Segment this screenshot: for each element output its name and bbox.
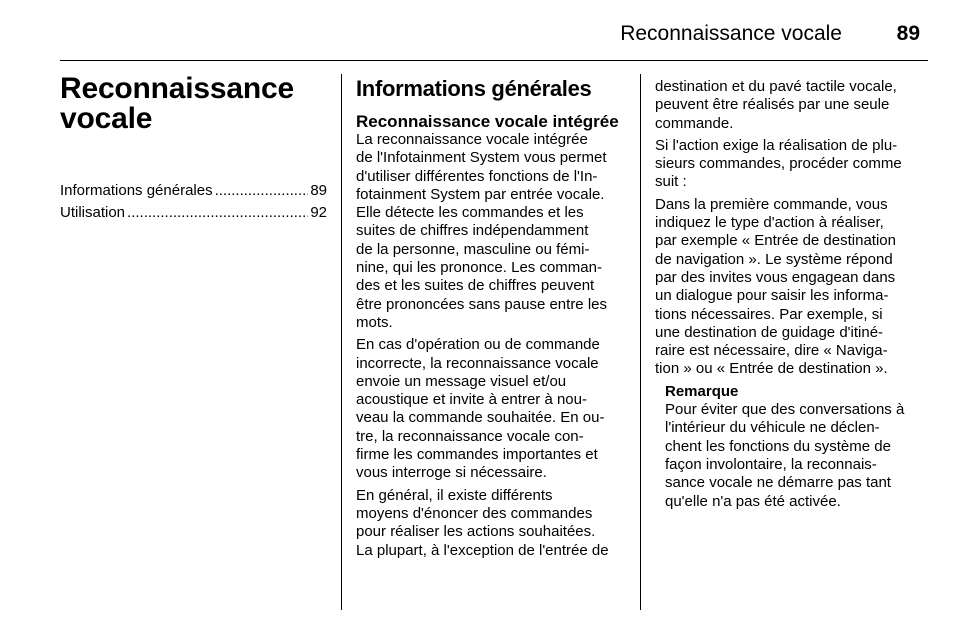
note-line: qu'elle n'a pas été activée.	[665, 492, 841, 510]
text-line: tre, la reconnaissance vocale con-	[356, 427, 584, 445]
section-title: Informations générales	[356, 76, 592, 101]
text-line: peuvent être réalisés par une seule	[655, 96, 890, 114]
note-line: sance vocale ne démarre pas tant	[665, 474, 891, 492]
text-line: pour réaliser les actions souhaitées.	[356, 523, 596, 541]
toc-entry-informations-generales[interactable]	[60, 180, 327, 201]
toc-entry-utilisation[interactable]	[60, 202, 327, 223]
text-line: suit :	[655, 173, 687, 191]
text-line: Si l'action exige la réalisation de plu-	[655, 136, 898, 154]
text-line: tions nécessaires. Par exemple, si	[655, 305, 883, 323]
paragraph	[356, 336, 624, 482]
text-line: une destination de guidage d'itiné-	[655, 323, 884, 341]
text-line: Elle détecte les commandes et les	[356, 204, 584, 222]
text-line: veau la commande souhaitée. En ou-	[356, 409, 605, 427]
text-line: d'utiliser différentes fonctions de l'In-	[356, 167, 598, 185]
middle-column	[356, 76, 624, 564]
toc-entry-label: Informations générales	[60, 182, 213, 199]
text-line: mots.	[356, 313, 393, 331]
text-line: moyens d'énoncer des commandes	[356, 504, 593, 522]
text-line: vous interroge si nécessaire.	[356, 464, 547, 482]
right-column	[655, 78, 927, 515]
text-line: par des invites vous engagean dans	[655, 268, 896, 286]
paragraph	[356, 131, 624, 332]
toc-entry-page: 89	[310, 182, 327, 199]
subsection-title: Reconnaissance vocale intégrée	[356, 112, 619, 131]
text-line: être prononcées sans pause entre les	[356, 295, 607, 313]
note-block	[665, 383, 927, 511]
paragraph	[655, 196, 927, 379]
text-line: En général, il existe différents	[356, 486, 553, 504]
paragraph	[356, 487, 624, 560]
text-line: Dans la première commande, vous	[655, 195, 888, 213]
toc-entry-page: 92	[310, 204, 327, 221]
note-title: Remarque	[665, 382, 739, 400]
text-line: La plupart, à l'exception de l'entrée de	[356, 541, 609, 559]
text-line: de navigation ». Le système répond	[655, 250, 893, 268]
note-line: façon involontaire, la reconnais-	[665, 455, 877, 473]
page-header	[60, 14, 928, 62]
text-line: sieurs commandes, procéder comme	[655, 155, 902, 173]
text-line: destination et du pavé tactile vocale,	[655, 78, 897, 95]
note-line: Pour éviter que des conversations à	[665, 401, 905, 419]
text-line: nine, qui les prononce. Les comman-	[356, 259, 602, 277]
text-line: La reconnaissance vocale intégrée	[356, 131, 588, 148]
note-text	[665, 401, 927, 511]
text-line: commande.	[655, 114, 734, 132]
text-line: de la personne, masculine ou fémi-	[356, 240, 590, 258]
text-line: de l'Infotainment System vous permet	[356, 149, 607, 167]
text-line: raire est nécessaire, dire « Naviga-	[655, 342, 888, 360]
toc-entry-label: Utilisation	[60, 204, 126, 221]
note-line: l'intérieur du véhicule ne déclen-	[665, 419, 880, 437]
text-line: acoustique et invite à entrer à nou-	[356, 391, 587, 409]
text-line: fotainment System par entrée vocale.	[356, 185, 605, 203]
middle-body-text	[356, 131, 624, 560]
chapter-title: Reconnaissance vocale	[60, 72, 294, 135]
toc-leader-dots	[215, 180, 309, 201]
table-of-contents	[60, 180, 327, 223]
text-line: envoie un message visuel et/ou	[356, 372, 567, 390]
column-divider-right	[640, 74, 641, 610]
text-line: firme les commandes importantes et	[356, 446, 598, 464]
text-line: suites de chiffres indépendamment	[356, 222, 589, 240]
text-line: par exemple « Entrée de destination	[655, 232, 896, 250]
paragraph	[655, 78, 927, 133]
text-line: incorrecte, la reconnaissance vocale	[356, 354, 599, 372]
right-body-text	[655, 78, 927, 379]
note-line: chent les fonctions du système de	[665, 437, 891, 455]
column-divider-left	[341, 74, 342, 610]
left-column	[60, 74, 327, 224]
page-number: 89	[896, 22, 920, 45]
running-header-title: Reconnaissance vocale	[620, 22, 842, 45]
text-line: tion » ou « Entrée de destination ».	[655, 360, 888, 378]
header-divider	[60, 60, 928, 61]
text-line: En cas d'opération ou de commande	[356, 336, 600, 354]
toc-leader-dots	[127, 202, 308, 223]
text-line: un dialogue pour saisir les informa-	[655, 287, 889, 305]
text-line: des et les suites de chiffres peuvent	[356, 277, 595, 295]
paragraph	[655, 137, 927, 192]
text-line: indiquez le type d'action à réaliser,	[655, 214, 884, 232]
